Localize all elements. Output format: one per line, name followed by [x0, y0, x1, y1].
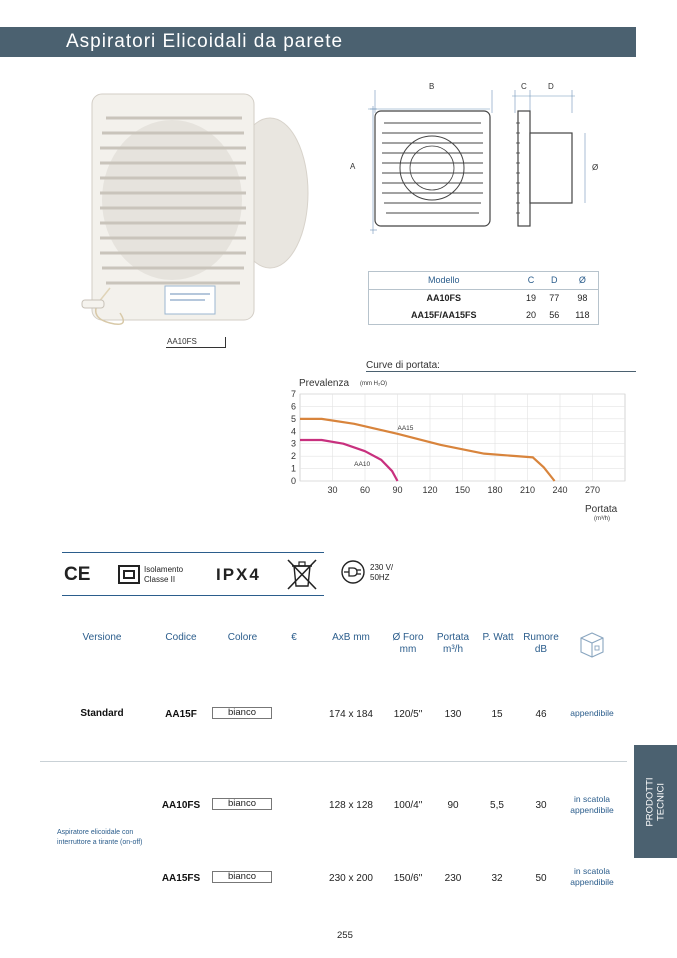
group-description: Aspiratore elicoidale con interruttore a tirante (on-off) — [57, 829, 143, 846]
table-cell-colore: bianco — [212, 798, 272, 810]
table-cell-watt: 5,5 — [490, 800, 504, 811]
table-cell-note: in scatola appendibile — [570, 866, 614, 887]
table-cell-axb: 174 x 184 — [329, 709, 373, 720]
table-cell-codice: AA10FS — [161, 800, 201, 811]
table-cell-watt: 15 — [491, 709, 503, 720]
spec-cell: 118 — [575, 309, 590, 320]
y-axis-unit: (mm H₂O) — [360, 381, 387, 387]
x-tick-label: 90 — [392, 485, 403, 495]
spec-cell: 20 — [526, 309, 537, 320]
y-tick-label: 5 — [290, 413, 296, 424]
spec-header-diameter: Ø — [566, 271, 599, 289]
y-tick-label: 0 — [290, 476, 296, 486]
ip-rating: IPX4 — [216, 565, 261, 584]
x-tick-label: 180 — [487, 485, 503, 495]
table-cell-watt: 32 — [491, 873, 503, 884]
side-tab-label-wrap — [634, 745, 677, 858]
spec-cell: AA10FS — [426, 292, 461, 303]
series-label-aa10: AA10 — [354, 461, 371, 469]
col-header-versione: Versione — [82, 632, 122, 643]
table-cell-rumore: 46 — [535, 709, 547, 720]
table-cell-codice: AA15F — [165, 709, 197, 720]
table-cell-portata: 90 — [447, 800, 459, 811]
dim-label-d: D — [548, 82, 554, 91]
y-tick-label: 7 — [290, 389, 296, 399]
spec-cell: 56 — [549, 309, 560, 320]
photo-caption: AA10FS — [167, 337, 197, 346]
insulation-label: Isolamento Classe II — [144, 565, 184, 584]
col-header-price: € — [291, 632, 297, 643]
class-ii-icon-inner — [123, 570, 135, 579]
side-tab-label: PRODOTTI TECNICI — [644, 776, 667, 827]
x-tick-label: 240 — [552, 485, 568, 495]
spec-cell: AA15F/AA15FS — [410, 309, 477, 320]
dim-label-b: B — [429, 82, 435, 91]
caption-tick — [225, 337, 226, 348]
table-cell-note: in scatola appendibile — [570, 794, 614, 815]
technical-drawing — [340, 78, 620, 243]
table-cell-colore: bianco — [212, 707, 272, 719]
table-cell-axb: 128 x 128 — [329, 800, 373, 811]
table-cell-axb: 230 x 200 — [329, 873, 373, 884]
spec-header-d: D — [543, 271, 566, 289]
y-tick-label: 2 — [290, 451, 296, 462]
x-tick-label: 150 — [454, 485, 471, 495]
y-tick-label: 1 — [290, 463, 296, 474]
curves-title: Curve di portata: — [366, 360, 440, 371]
x-tick-label: 270 — [584, 485, 601, 495]
x-tick-label: 120 — [422, 485, 438, 495]
table-cell-foro: 120/5" — [393, 709, 423, 720]
y-tick-label: 6 — [290, 401, 296, 412]
table-cell-portata: 130 — [444, 709, 462, 720]
spec-cell: 19 — [526, 292, 537, 303]
table-cell-foro: 100/4" — [393, 800, 423, 811]
weee-bin-icon — [285, 556, 319, 592]
y-tick-label: 3 — [290, 438, 296, 449]
col-header-portata: Portata m³/h — [436, 632, 470, 655]
table-cell-portata: 230 — [444, 873, 462, 884]
x-tick-label: 60 — [359, 485, 371, 495]
dim-label-c: C — [521, 82, 527, 91]
table-cell-rumore: 50 — [535, 873, 547, 884]
voltage-label: 230 V/ 50HZ — [370, 563, 394, 582]
spec-header-modello: Modello — [368, 271, 519, 289]
ce-mark: CE — [64, 564, 91, 585]
spec-table — [368, 271, 599, 323]
table-cell-rumore: 30 — [535, 800, 547, 811]
table-cell-foro: 150/6" — [393, 873, 423, 884]
page-number: 255 — [337, 930, 353, 941]
caption-underline — [166, 347, 226, 348]
curves-title-rule — [366, 371, 636, 372]
table-cell-colore: bianco — [212, 871, 272, 883]
x-axis-label: Portata — [585, 504, 618, 515]
col-header-foro: Ø Foro mm — [392, 632, 424, 655]
table-cell-note: appendibile — [570, 708, 614, 718]
spec-header-c: C — [519, 271, 542, 289]
box-packaging-icon — [577, 628, 607, 658]
row-separator — [40, 761, 627, 762]
y-axis-label: Prevalenza — [299, 378, 350, 389]
col-header-colore: Colore — [227, 632, 258, 643]
y-tick-label: 4 — [290, 426, 296, 437]
x-tick-label: 210 — [519, 485, 536, 495]
spec-cell: 77 — [549, 292, 560, 303]
fan-product-photo — [80, 88, 310, 333]
series-label-aa15: AA15 — [397, 425, 414, 433]
col-header-axb: AxB mm — [332, 632, 370, 643]
power-plug-icon — [340, 559, 366, 585]
x-tick-label: 30 — [327, 485, 338, 495]
x-axis-unit: (m³/h) — [594, 516, 610, 522]
table-cell-versione: Standard — [80, 708, 124, 719]
page-title: Aspiratori Elicoidali da parete — [66, 31, 344, 52]
dim-label-diameter: Ø — [592, 163, 599, 172]
flow-curve-chart — [285, 388, 630, 500]
col-header-watt: P. Watt — [482, 632, 514, 643]
table-cell-codice: AA15FS — [161, 873, 201, 884]
col-header-rumore: Rumore dB — [523, 632, 559, 655]
col-header-codice: Codice — [165, 632, 197, 643]
spec-cell: 98 — [577, 292, 588, 303]
spec-row — [368, 306, 599, 323]
spec-row — [368, 289, 599, 306]
dim-label-a: A — [350, 162, 356, 171]
